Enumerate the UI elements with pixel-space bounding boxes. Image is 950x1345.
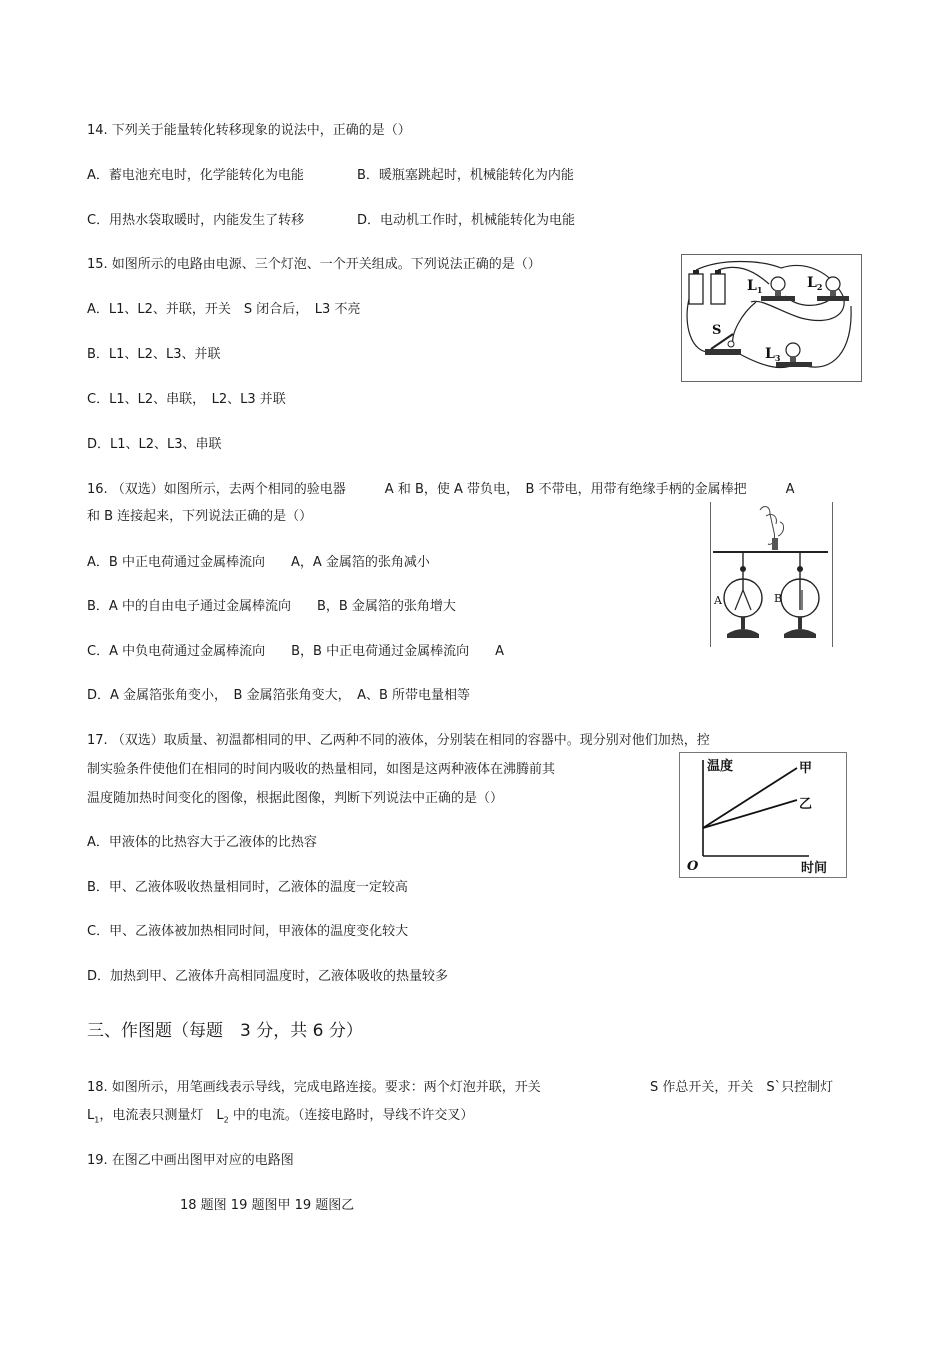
switch-icon (705, 334, 741, 355)
series-yi-label: 乙 (799, 797, 813, 812)
q16-option-a: A．B 中正电荷通过金属棒流向 A，A 金属箔的张角减小 (87, 555, 430, 570)
q15-stem: 15. 如图所示的电路由电源、三个灯泡、一个开关组成。下列说法正确的是（） (87, 257, 541, 272)
q17-option-c: C．甲、乙液体被加热相同时间，甲液体的温度变化较大 (87, 924, 409, 939)
label-l1: $L_1$ (747, 278, 763, 295)
series-jia-label: 甲 (799, 761, 813, 776)
electroscope-a-icon (724, 552, 762, 638)
label-s: S (712, 323, 722, 338)
circuit-figure (681, 254, 862, 382)
q17-option-b: B．甲、乙液体吸收热量相同时，乙液体的温度一定较高 (87, 880, 408, 895)
q18-line1-b: S 作总开关，开关 S`只控制灯 (650, 1080, 834, 1095)
origin-label: O (687, 859, 699, 874)
q16-stem-line1: 16. （双选）如图所示，去两个相同的验电器 A 和 B，使 A 带负电， B 不带电，用带有绝缘手柄的金属棒把 A (87, 482, 795, 497)
q16-option-d: D．A 金属箔张角变小， B 金属箔张角变大， A、B 所带电量相等 (87, 688, 471, 703)
figure-captions: 18 题图 19 题图甲 19 题图乙 (180, 1198, 355, 1213)
label-l2: $L_2$ (807, 275, 823, 292)
x-axis-label: 时间 (801, 861, 828, 876)
q14-option-d: D．电动机工作时，机械能转化为电能 (357, 213, 576, 228)
battery-icon (711, 274, 725, 304)
q18-line1-a: 18. 如图所示，用笔画线表示导线，完成电路连接。要求：两个灯泡并联，开关 (87, 1080, 541, 1095)
q17-option-d: D．加热到甲、乙液体升高相同温度时，乙液体吸收的热量较多 (87, 969, 449, 984)
q17-stem-line1: 17. （双选）取质量、初温都相同的甲、乙两种不同的液体，分别装在相同的容器中。现分别对他们加热，控 (87, 733, 710, 748)
q15-option-b: B．L1、L2、L3、并联 (87, 347, 221, 362)
y-axis-label: 温度 (707, 759, 734, 774)
q19-stem: 19. 在图乙中画出图甲对应的电路图 (87, 1153, 294, 1168)
q16-stem-line2: 和 B 连接起来，下列说法正确的是（） (87, 509, 313, 524)
bulb-icon (761, 277, 795, 301)
q15-option-c: C．L1、L2、串联， L2、L3 并联 (87, 392, 286, 407)
label-a: A (714, 594, 722, 607)
electroscope-figure (710, 502, 833, 647)
q15-option-a: A．L1、L2、并联，开关 S 闭合后， L3 不亮 (87, 302, 361, 317)
electroscope-b-icon (781, 552, 819, 638)
q16-option-c: C．A 中负电荷通过金属棒流向 B，B 中正电荷通过金属棒流向 A (87, 644, 504, 659)
label-b: B (774, 592, 783, 605)
q14-option-c: C．用热水袋取暖时，内能发生了转移 (87, 213, 305, 228)
temperature-time-graph (679, 752, 847, 878)
q17-option-a: A．甲液体的比热容大于乙液体的比热容 (87, 835, 317, 850)
series-jia-line (703, 768, 797, 828)
q16-option-b: B．A 中的自由电子通过金属棒流向 B，B 金属箔的张角增大 (87, 599, 456, 614)
battery-icon (689, 274, 703, 304)
bulb-icon (776, 343, 812, 367)
q17-stem-line3: 温度随加热时间变化的图像，根据此图像，判断下列说法中正确的是（） (87, 791, 504, 806)
section-3-heading: 三、作图题（每题 3 分，共 6 分） (87, 1021, 363, 1041)
q14-option-b: B．暖瓶塞跳起时，机械能转化为内能 (357, 168, 574, 183)
q18-line2: $L_1$，电流表只测量灯 $L_2$ 中的电流。（连接电路时，导线不许交叉） (87, 1108, 474, 1125)
hand-icon (760, 507, 784, 550)
label-l3: $L_3$ (765, 346, 781, 363)
q14-stem: 14. 下列关于能量转化转移现象的说法中，正确的是（） (87, 123, 411, 138)
series-yi-line (703, 800, 797, 828)
q15-option-d: D．L1、L2、L3、串联 (87, 437, 222, 452)
q14-option-a: A．蓄电池充电时，化学能转化为电能 (87, 168, 304, 183)
q17-stem-line2: 制实验条件使他们在相同的时间内吸收的热量相同，如图是这两种液体在沸腾前其 (87, 762, 556, 777)
